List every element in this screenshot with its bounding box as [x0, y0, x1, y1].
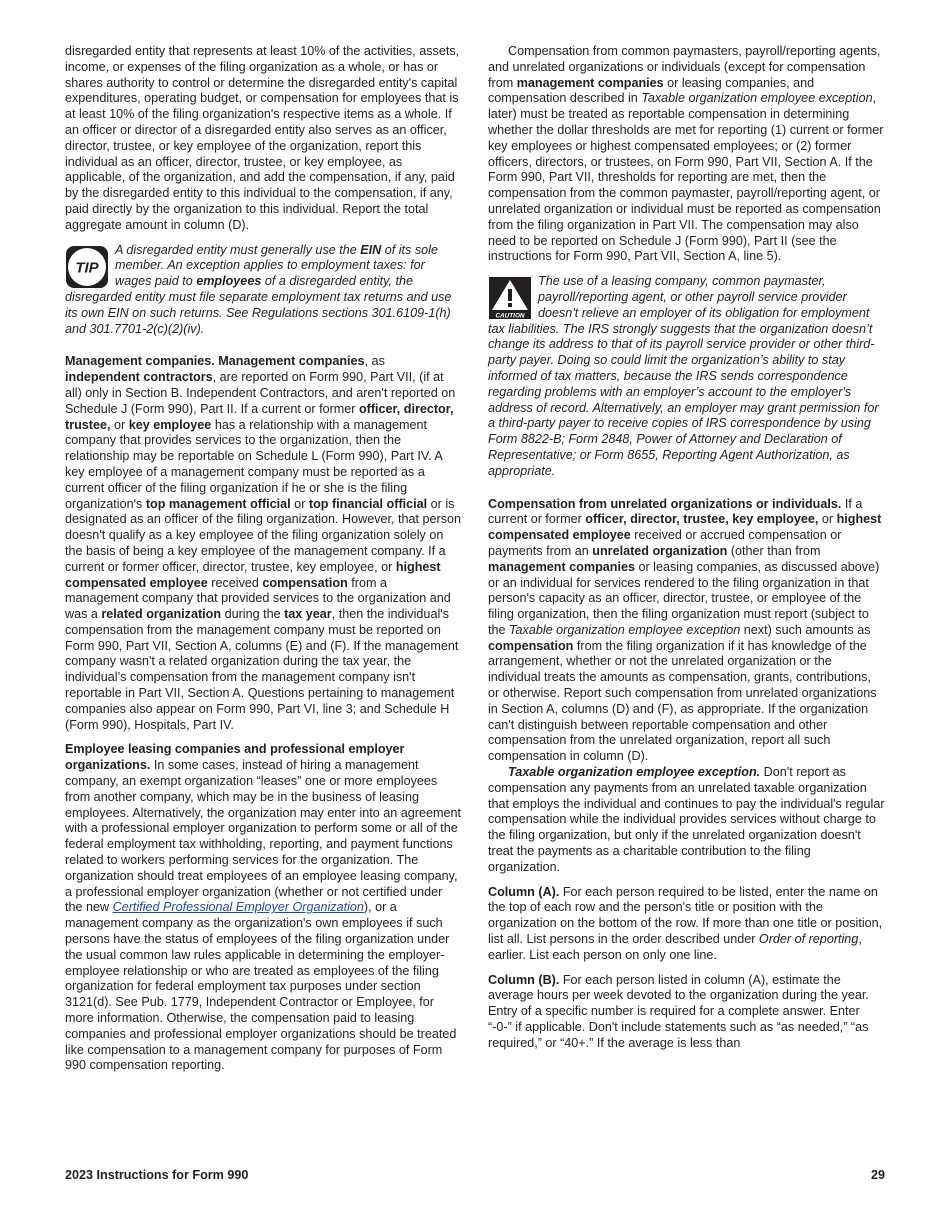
bold-term: independent contractors [65, 370, 213, 385]
body-text: during the [221, 607, 285, 622]
right-column [488, 44, 885, 1052]
column-b-heading: Column (B). [488, 972, 560, 987]
body-text: ), or a management company as the organization's own employees if such persons have the status of employees of the filing organization under the usual common law rules applicable in determining the employer-employee relationship or who are treated as employees of the filing organization for federal employment tax purposes under section 3121(d). See Pub. 1779, Independent Contractor or Employee, for more information. Otherwise, the compensation paid to leasing companies and professional employer organizations should be treated like compensation to a management company for purposes of Form 990 compensation reporting. [65, 900, 457, 1073]
body-text: Compensation from common paymasters, payroll/reporting agents, and unrelated organizations or individuals (except for compensation from [488, 44, 881, 90]
body-text: (other than from [727, 543, 821, 558]
management-companies-heading: Management companies. [65, 354, 215, 369]
taxable-exception-heading: Taxable organization employee exception. [508, 765, 761, 780]
bold-term: compensation [488, 638, 574, 653]
caution-text: The use of a leasing company, common paymaster, payroll/reporting agent, or other payroll service provider doesn't relieve an employer of its obligation for employment tax liabilities. The IRS strongly suggests that the organization doesn’t change its address to that of its payroll service provider or other third-party payer. Doing so could limit the organization’s ability to stay informed of tax matters, because the IRS sends correspondence regarding problems with an employer’s account to the employer's address of record. Alternatively, an employer may grant permission for a third-party payer to receive copies of IRS correspondence by using Form 8822-B; Form 2848, Power of Attorney and Declaration of Representative; or Form 8655, Reporting Agent Authorization, as appropriate. [488, 274, 879, 478]
bold-term: unrelated organization [592, 543, 728, 558]
bold-term: tax year [284, 607, 332, 622]
bold-term: key employee [128, 417, 212, 432]
column-a-section [488, 885, 885, 964]
page-footer [65, 1168, 885, 1182]
column-b-section [488, 973, 885, 1052]
tip-text: of a disregarded entity, the disregarded entity must file separate employment tax returns and use its own EIN on such returns. See Regulations sections 301.6109-1(h) and 301.7701-2(c)(2)(iv). [65, 274, 452, 336]
body-text: received [207, 575, 263, 590]
italic-term: Order of reporting [758, 932, 859, 947]
left-column [65, 44, 462, 1074]
column-a-heading: Column (A). [488, 884, 560, 899]
tip-note [65, 243, 462, 338]
caution-icon [488, 276, 532, 320]
body-text: For each person required to be listed, enter the name on the top of each row and the person's title or position with the organization on the bottom of the row. If more than one title or position, list all. List persons in the order described under [488, 884, 883, 947]
body-text: In some cases, instead of hiring a management company, an exempt organization “leases” one or more employees from another company, which may be in the business of leasing employees. Alternatively, the organization may enter into an agreement with a professional employer organization to perform some or all of the federal employment tax withholding, reporting, and payment functions related to workers performing services for the organization. The organization should treat employees of an employee leasing company, a professional employer organization (whether or not certified under the new [65, 758, 461, 915]
body-text: or is designated as an officer of the filing organization. However, that person doesn't qualify as a key employee of the filing organization solely on the basis of being a key employee of the management company. If a current or former officer, director, trustee, key employee, or [65, 496, 462, 574]
body-text: Don't report as compensation any payments from an unrelated taxable organization that employs the individual and continues to pay the individual's regular compensation while the individual provides services without charge to the filing organization, but only if the unrelated organization doesn't treat the payments as a charitable contribution to the filing organization. [488, 765, 885, 874]
disregarded-entity-paragraph: disregarded entity that represents at least 10% of the activities, assets, income, or expenses of the filing organization as a whole, or has or shares authority to control or determine the disregarded entity's capital expenditures, operating budget, or compensation for employees that is at least 10% of the filing organization's respective items as a whole. If an officer or director of a disregarded entity also serves as an officer, director, trustee, or key employee of the organization, report this individual as an officer, director, trustee, or key employee, as applicable, of the organization, and add the compensation, if any, paid by the disregarded entity to this individual to the compensation, if any, paid directly by the organization to this individual. Report the total aggregate amount in column (D). [65, 44, 460, 232]
caution-icon-label: CAUTION [495, 312, 525, 320]
footer-title: 2023 Instructions for Form 990 [65, 1168, 249, 1182]
bold-term: highest compensated employee [488, 512, 882, 543]
body-text: , are reported on Form 990, Part VII, (if at all) only in Section B. Independent Contractors, and aren't reported on Schedule J (Form 990), Part II. If a current or former [65, 370, 456, 416]
body-text: from the filing organization if it has knowledge of the arrangement, whether or not the unrelated organization or the individual treats the amounts as compensation, grants, contributions, or otherwise. Report such compensation from unrelated organizations in Section A, columns (D) and (F), as appropriate. If the organization can't distinguish between reportable compensation and other compensation from the unrelated organization, report all such compensation in column (D). [488, 638, 877, 764]
body-text: or [290, 496, 309, 511]
bold-term: top management official [145, 496, 291, 511]
tip-bold-employees: employees [196, 274, 262, 289]
management-companies-section [65, 354, 462, 733]
caution-note [488, 274, 885, 479]
body-text: or [110, 417, 129, 432]
bold-term: management companies [488, 559, 635, 574]
body-text: or [818, 512, 837, 527]
bold-term: management companies [516, 75, 664, 90]
page-number: 29 [870, 1168, 885, 1182]
body-text: or leasing companies, as discussed above) or an individual for services rendered to the filing organization in that person's capacity as an officer, director, trustee, or employee of the filing organization, then the filing organization must report (subject to the [488, 559, 880, 637]
tip-text: of its sole member. An exception applies to employment taxes: for wages paid to [115, 242, 438, 289]
employee-leasing-heading: Employee leasing companies and professional employer organizations. [65, 742, 405, 773]
body-text: For each person listed in column (A), estimate the average hours per week devoted to the organization during the year. Entry of a specific number is required for a complete answer. Enter “-0-” if applicable. Don't include statements such as “as needed,” “as required,” or “40+.” If the average is less than [488, 972, 869, 1050]
bold-term: Management companies [218, 354, 365, 369]
body-text: next) such amounts as [740, 622, 871, 637]
body-text: or leasing companies, and compensation described in [488, 75, 815, 106]
cpeo-link[interactable]: Certified Professional Employer Organization [112, 900, 364, 915]
body-text: received or accrued compensation or payments from an [488, 528, 842, 558]
bold-term: officer, director, trustee, [65, 401, 454, 432]
body-text: has a relationship with a management company that provides services to the organization, then the relationship may be reportable on Schedule L (Form 990), Part IV. A key employee of a management company must be reported as a current officer of the filing organization if he or she is the filing organization's [65, 417, 443, 511]
bold-term: top financial official [308, 496, 428, 511]
body-text: , earlier. List each person on only one line. [488, 932, 862, 962]
tip-icon-label: TIP [75, 259, 99, 277]
common-paymasters-paragraph [488, 44, 885, 265]
tip-bold-ein: EIN [360, 242, 382, 257]
italic-term: Taxable organization employee exception [509, 622, 741, 637]
taxable-exception-section [488, 765, 885, 876]
tip-icon [65, 245, 109, 289]
tip-text: A disregarded entity must generally use the [115, 242, 361, 257]
body-text: , then the individual's compensation from the management company must be reported on Form 990, Part VII, Section A, columns (E) and (F). If the management company wasn't a related organization during the tax year, the individual’s compensation from the management company isn't reportable in Part VII, Section A. Questions pertaining to management companies also appear on Form 990, Part VI, line 3; and Schedule H (Form 990), Hospitals, Part IV. [65, 607, 459, 732]
body-text: from a management company that provided services to the organization and was a [65, 575, 451, 622]
bold-term: compensation [262, 575, 348, 590]
bold-term: related organization [101, 607, 222, 622]
bold-term: officer, director, trustee, key employee, [585, 512, 819, 527]
employee-leasing-section [65, 742, 462, 1074]
bold-term: highest compensated employee [65, 559, 441, 590]
unrelated-organizations-heading: Compensation from unrelated organizations or individuals. [488, 496, 842, 511]
body-text: , as [364, 354, 385, 369]
body-text: , later) must be treated as reportable compensation in determining whether the dollar thresholds are met for reporting (1) current or former key employees or highest compensated employees; or (2) former officers, directors, or trustees, on Form 990, Part VII, Section A. If the Form 990, Part VII, thresholds for reporting are met, then the compensation from the common paymaster, payroll/reporting agent, or unrelated organization or individual must be reported as compensation from the filing organization in Part VII. The compensation may also need to be reported on Schedule J (Form 990), Part II (see the instructions for Form 990, Part VII, Section A, line 5). [488, 91, 884, 264]
unrelated-organizations-section [488, 497, 885, 766]
body-text: If a current or former [488, 496, 863, 527]
italic-term: Taxable organization employee exception [641, 91, 873, 106]
